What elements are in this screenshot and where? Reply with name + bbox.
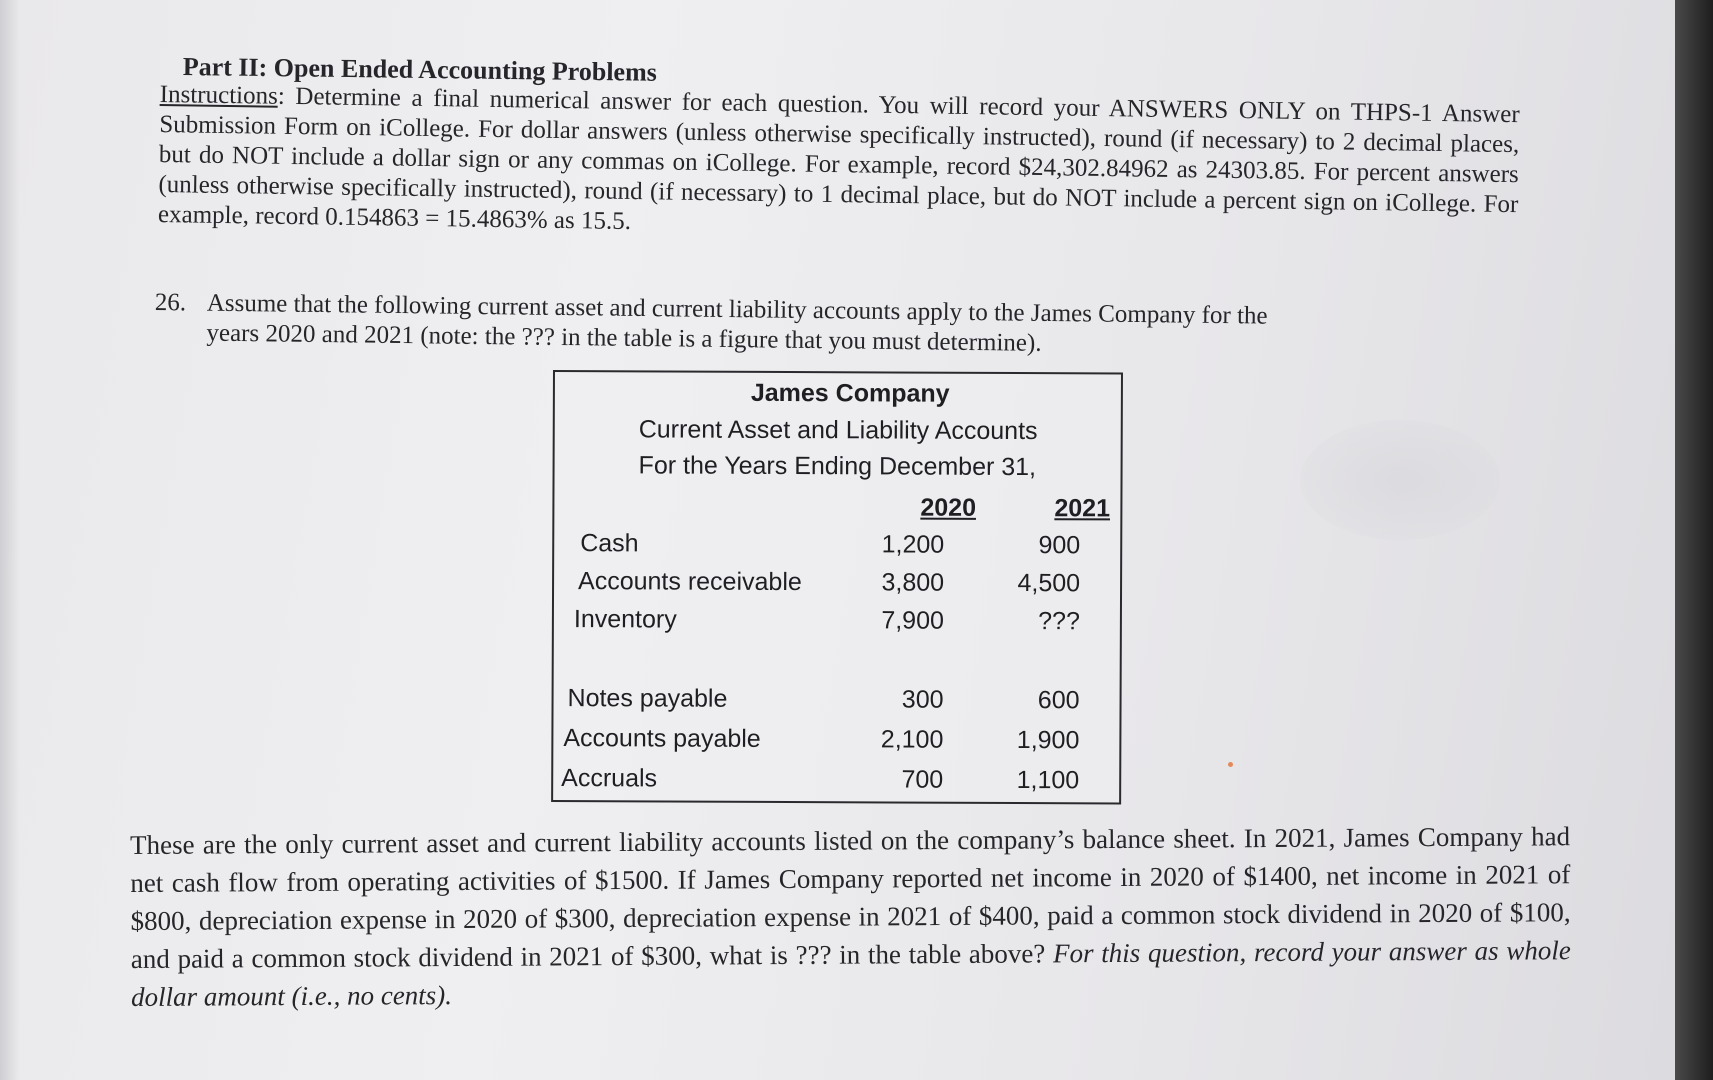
paper-speck [1228,762,1233,767]
row-label-cash: Cash [580,529,639,558]
cell-ap-2020: 2,100 [880,725,944,754]
background-edge [1675,0,1713,1080]
question-line-2: years 2020 and 2021 (note: the ??? in the table is a figure that you must determine). [206,319,1042,357]
instructions-text: : Determine a final numerical answer for each question. You will record your ANSWERS ONLY on THPS-1 Answer Submission Form on iCollege. For dollar answers (unless otherwise specifically instructed), round (if necessary) to 2 decimal places, but do NOT include a dollar sign or any commas on iCollege. For example, record $24,302.84962 as 24303.85. For percent answers (unless otherwise specifically instructed), round (if necessary) to 1 decimal place, but do NOT include a percent sign on iCollege. For example, record 0.154863 = 15.4863% as 15.5. [157,82,1520,236]
paper-smudge [1300,420,1500,540]
cell-ar-2020: 3,800 [881,568,945,597]
statement-text: These are the only current asset and current liability accounts listed on the company’s balance sheet. In 2021, James Company had net cash flow from operating activities of $1500. If James Company reported net income in 2020 of $1400, net income in 2021 of $800, depreciation expense in 2020 of $300, depreciation expense in 2021 of $400, paid a common stock dividend in 2020 of $100, and paid a common stock dividend in 2021 of $300, what is ??? in the table above? [130,821,1571,974]
cell-ap-2021: 1,900 [1016,726,1080,755]
cell-ar-2021: 4,500 [1017,569,1081,598]
table-period: For the Years Ending December 31, [638,451,1037,482]
question-intro [154,288,1530,365]
row-label-inventory: Inventory [573,605,677,634]
cell-accruals-2020: 700 [901,765,944,794]
page-left-shadow [0,0,20,1080]
cell-cash-2021: 900 [1038,531,1081,560]
column-header-2021: 2021 [1054,494,1111,523]
instructions-label: Instructions [159,80,279,110]
account-table [551,370,1123,804]
cell-np-2020: 300 [901,685,944,714]
cell-np-2021: 600 [1037,686,1080,715]
question-statement [130,817,1571,1016]
column-header-2020: 2020 [920,493,977,522]
cell-inventory-2021: ??? [1038,607,1080,636]
cell-cash-2020: 1,200 [881,530,945,559]
instructions-paragraph [158,80,1520,250]
cell-accruals-2021: 1,100 [1016,766,1080,795]
section-heading: Part II: Open Ended Accounting Problems [182,52,658,87]
table-company-name: James Company [750,378,950,408]
row-label-accruals: Accruals [561,764,658,793]
table-subtitle: Current Asset and Liability Accounts [638,415,1038,446]
row-label-accounts-payable: Accounts payable [563,724,761,753]
row-label-notes-payable: Notes payable [567,684,728,713]
question-number: 26. [154,288,187,317]
statement-italic-note: For this question, record your answer as whole dollar amount (i.e., no cents). [130,935,1571,1012]
row-label-accounts-receivable: Accounts receivable [578,567,802,597]
cell-inventory-2020: 7,900 [881,606,944,635]
question-line-1: Assume that the following current asset and current liability accounts apply to the James Company for the [206,289,1268,330]
